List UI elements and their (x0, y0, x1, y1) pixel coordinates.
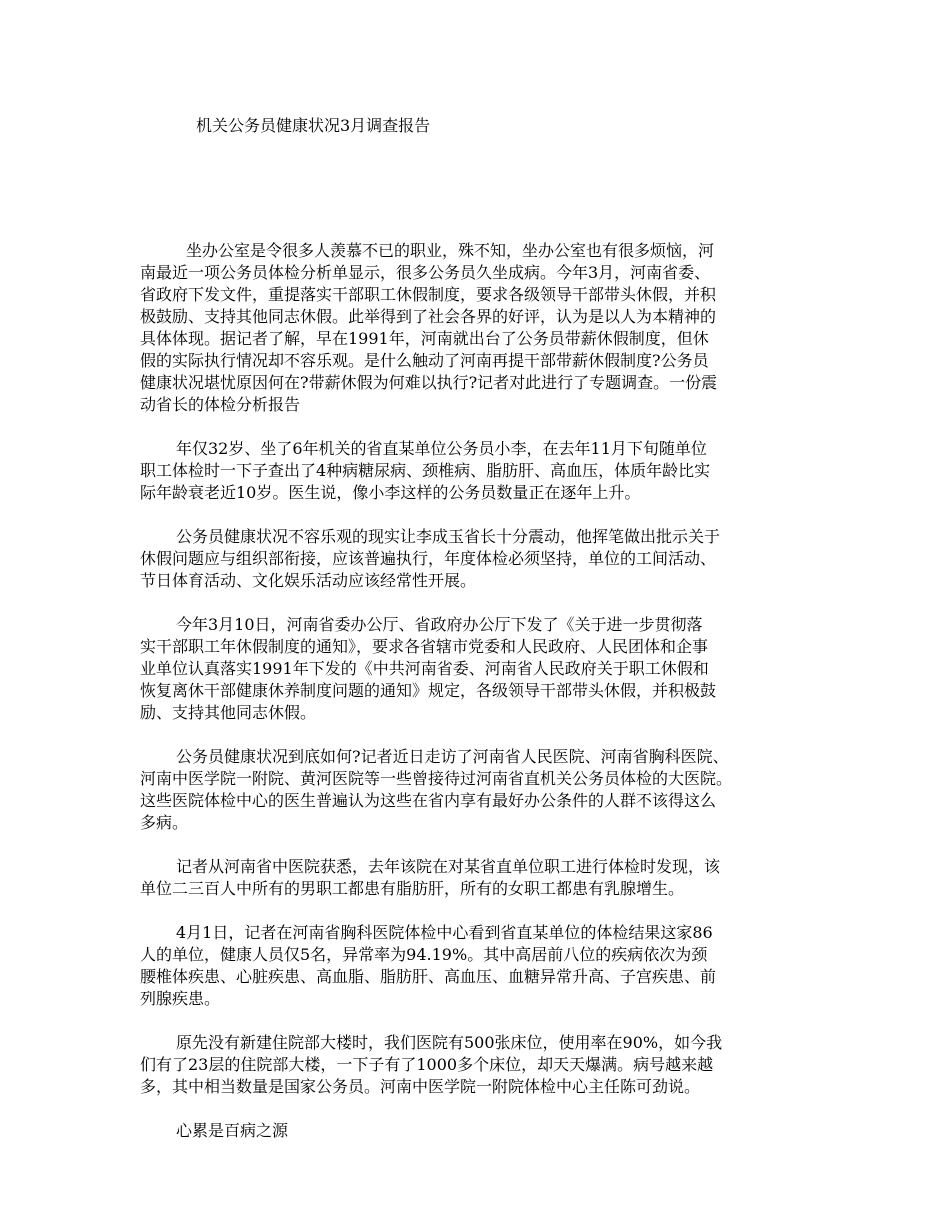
text-line: 实干部职工年休假制度的通知》，要求各省辖市党委和人民政府、人民团体和企事 (140, 637, 709, 656)
paragraph-chest-hospital (140, 922, 816, 1010)
text-line: 这些医院体检中心的医生普遍认为这些在省内享有最好办公条件的人群不该得这么 (140, 791, 717, 810)
text-line: 腰椎体疾患、心脏疾患、高血脂、脂肪肝、高血压、血糖异常升高、子宫疾患、前 (140, 967, 717, 986)
text-line: 健康状况堪忧原因何在?带薪休假为何难以执行?记者对此进行了专题调查。一份震 (140, 373, 718, 392)
paragraph-tcm-hospital (140, 856, 816, 900)
paragraph-notice (140, 614, 816, 724)
text-line: 年仅32岁、坐了6年机关的省直某单位公务员小李，在去年11月下旬随单位 (176, 439, 707, 458)
text-line: 具体体现。据记者了解，早在1991年，河南就出台了公务员带薪休假制度，但休 (140, 329, 709, 348)
text-line: 今年3月10日，河南省委办公厅、省政府办公厅下发了《关于进一步贯彻落 (176, 615, 703, 634)
document-title: 机关公务员健康状况3月调查报告 (196, 116, 431, 135)
text-line: 极鼓励、支持其他同志休假。此举得到了社会各界的好评，认为是以人为本精神的 (140, 307, 717, 326)
text-line: 业单位认真落实1991年下发的《中共河南省委、河南省人民政府关于职工休假和 (140, 659, 709, 678)
text-line: 公务员健康状况不容乐观的现实让李成玉省长十分震动，他挥笔做出批示关于 (176, 527, 721, 546)
text-line: 假的实际执行情况却不容乐观。是什么触动了河南再提干部带薪休假制度?公务员 (140, 351, 709, 370)
text-line: 记者从河南省中医院获悉，去年该院在对某省直单位职工进行体检时发现，该 (176, 857, 721, 876)
text-line: 4月1日，记者在河南省胸科医院体检中心看到省直某单位的体检结果这家86 (176, 923, 713, 942)
text-line: 们有了23层的住院部大楼，一下子有了1000多个床位，却天天爆满。病号越来越 (140, 1055, 714, 1074)
section-heading (140, 1120, 816, 1142)
text-line: 职工体检时一下子查出了4种病糖尿病、颈椎病、脂肪肝、高血压，体质年龄比实 (140, 461, 711, 480)
text-line: 休假问题应与组织部衔接，应该普遍执行，年度体检必须坚持，单位的工间活动、 (140, 549, 717, 568)
paragraph-governor (140, 526, 816, 592)
text-line: 河南中医学院一附院、黄河医院等一些曾接待过河南省直机关公务员体检的大医院。 (140, 769, 733, 788)
text-line: 南最近一项公务员体检分析单显示，很多公务员久坐成病。今年3月，河南省委、 (140, 263, 711, 282)
text-line: 多病。 (140, 813, 189, 832)
text-line: 励、支持其他同志休假。 (140, 703, 317, 722)
text-line: 公务员健康状况到底如何?记者近日走访了河南省人民医院、河南省胸科医院、 (176, 747, 729, 766)
text-line: 省政府下发文件，重提落实干部职工休假制度，要求各级领导干部带头休假，并积 (140, 285, 717, 304)
text-line: 坐办公室是令很多人羡慕不已的职业，殊不知，坐办公室也有很多烦恼，河 (186, 241, 715, 260)
text-line: 单位二三百人中所有的男职工都患有脂肪肝，所有的女职工都患有乳腺增生。 (140, 879, 685, 898)
text-line: 多，其中相当数量是国家公务员。河南中医学院一附院体检中心主任陈可劲说。 (140, 1077, 701, 1096)
text-line: 心累是百病之源 (176, 1121, 289, 1140)
paragraph-xiaoli (140, 438, 816, 504)
paragraph-hospitals (140, 746, 816, 834)
text-line: 人的单位，健康人员仅5名，异常率为94.19%。其中高居前八位的疾病依次为颈 (140, 945, 708, 964)
text-line: 原先没有新建住院部大楼时，我们医院有500张床位，使用率在90%，如今我 (176, 1033, 723, 1052)
text-line: 节日体育活动、文化娱乐活动应该经常性开展。 (140, 571, 477, 590)
document-body (140, 240, 816, 1164)
paragraph-intro (140, 240, 816, 416)
text-line: 际年龄衰老近10岁。医生说，像小李这样的公务员数量正在逐年上升。 (140, 483, 641, 502)
text-line: 列腺疾患。 (140, 989, 221, 1008)
text-line: 恢复离休干部健康休养制度问题的通知》规定，各级领导干部带头休假，并积极鼓 (140, 681, 717, 700)
text-line: 动省长的体检分析报告 (140, 395, 301, 414)
paragraph-inpatient (140, 1032, 816, 1098)
